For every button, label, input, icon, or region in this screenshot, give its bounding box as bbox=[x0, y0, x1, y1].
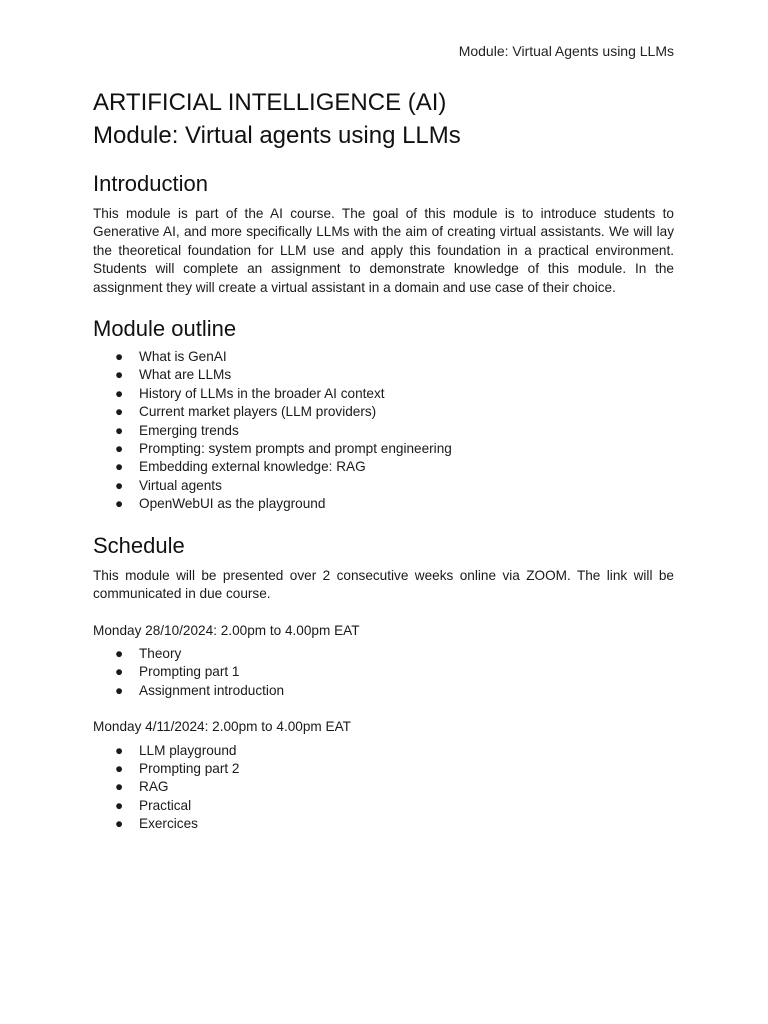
bullet-icon: ● bbox=[115, 477, 124, 493]
bullet-icon: ● bbox=[115, 367, 124, 383]
session-time: : 2.00pm to 4.00pm EAT bbox=[204, 719, 351, 735]
list-item: ● Assignment introduction bbox=[93, 682, 674, 700]
list-item: ● Exercices bbox=[93, 815, 674, 833]
list-item: ● Prompting part 2 bbox=[93, 760, 674, 778]
schedule-section bbox=[93, 532, 674, 834]
list-item: ● Prompting part 1 bbox=[93, 663, 674, 681]
schedule-paragraph: This module will be presented over 2 consecutive weeks online via ZOOM. The link will be communicated in due course. bbox=[93, 567, 674, 602]
bullet-icon: ● bbox=[115, 441, 124, 457]
outline-heading: Module outline bbox=[93, 316, 237, 342]
bullet-icon: ● bbox=[115, 664, 124, 680]
document-body bbox=[93, 86, 674, 834]
bullet-icon: ● bbox=[115, 760, 124, 776]
list-item: ● Current market players (LLM providers) bbox=[93, 403, 674, 421]
list-item: ● OpenWebUI as the playground bbox=[93, 495, 674, 513]
title-line-1: ARTIFICIAL INTELLIGENCE (AI) bbox=[93, 89, 447, 116]
bullet-icon: ● bbox=[115, 422, 124, 438]
session-2 bbox=[93, 718, 674, 833]
session-1-header bbox=[93, 622, 674, 640]
bullet-icon: ● bbox=[115, 797, 124, 813]
session-1-list bbox=[93, 645, 674, 700]
bullet-icon: ● bbox=[115, 742, 124, 758]
bullet-icon: ● bbox=[115, 645, 124, 661]
bullet-icon: ● bbox=[115, 816, 124, 832]
schedule-heading: Schedule bbox=[93, 532, 185, 558]
session-date: Monday 28/10/2024 bbox=[93, 622, 214, 638]
bullet-icon: ● bbox=[115, 459, 124, 475]
document-title bbox=[93, 86, 674, 152]
bullet-icon: ● bbox=[115, 349, 124, 365]
introduction-section bbox=[93, 170, 674, 297]
session-2-header bbox=[93, 718, 674, 736]
list-item: ● What are LLMs bbox=[93, 366, 674, 384]
session-1 bbox=[93, 622, 674, 701]
list-item: ● What is GenAI bbox=[93, 348, 674, 366]
bullet-icon: ● bbox=[115, 496, 124, 512]
list-item: ● History of LLMs in the broader AI context bbox=[93, 385, 674, 403]
outline-section bbox=[93, 315, 674, 514]
bullet-icon: ● bbox=[115, 682, 124, 698]
list-item: ● Emerging trends bbox=[93, 422, 674, 440]
introduction-heading: Introduction bbox=[93, 171, 208, 196]
list-item: ● Virtual agents bbox=[93, 477, 674, 495]
list-item: ● Practical bbox=[93, 797, 674, 815]
session-date: Monday 4/11/2024 bbox=[93, 719, 205, 735]
list-item: ● LLM playground bbox=[93, 742, 674, 760]
list-item: ● Embedding external knowledge: RAG bbox=[93, 458, 674, 476]
outline-list bbox=[93, 348, 674, 514]
title-line-2: Module: Virtual agents using LLMs bbox=[93, 122, 461, 149]
bullet-icon: ● bbox=[115, 404, 124, 420]
session-time: : 2.00pm to 4.00pm EAT bbox=[213, 622, 360, 638]
bullet-icon: ● bbox=[115, 779, 124, 795]
list-item: ● Prompting: system prompts and prompt engineering bbox=[93, 440, 674, 458]
introduction-paragraph: This module is part of the AI course. The goal of this module is to introduce students to Generative AI, and more specifically LLMs with the aim of creating virtual assistants. We will lay the theoretical foundation for LLM use and apply this foundation in a practical environment. Students will complete an assignment to demonstrate knowledge of this module. In the assignment they will create a virtual assistant in a domain and use case of their choice. bbox=[93, 206, 674, 295]
running-header: Module: Virtual Agents using LLMs bbox=[458, 43, 674, 59]
session-2-list bbox=[93, 742, 674, 834]
list-item: ● RAG bbox=[93, 778, 674, 796]
bullet-icon: ● bbox=[115, 385, 124, 401]
list-item: ● Theory bbox=[93, 645, 674, 663]
